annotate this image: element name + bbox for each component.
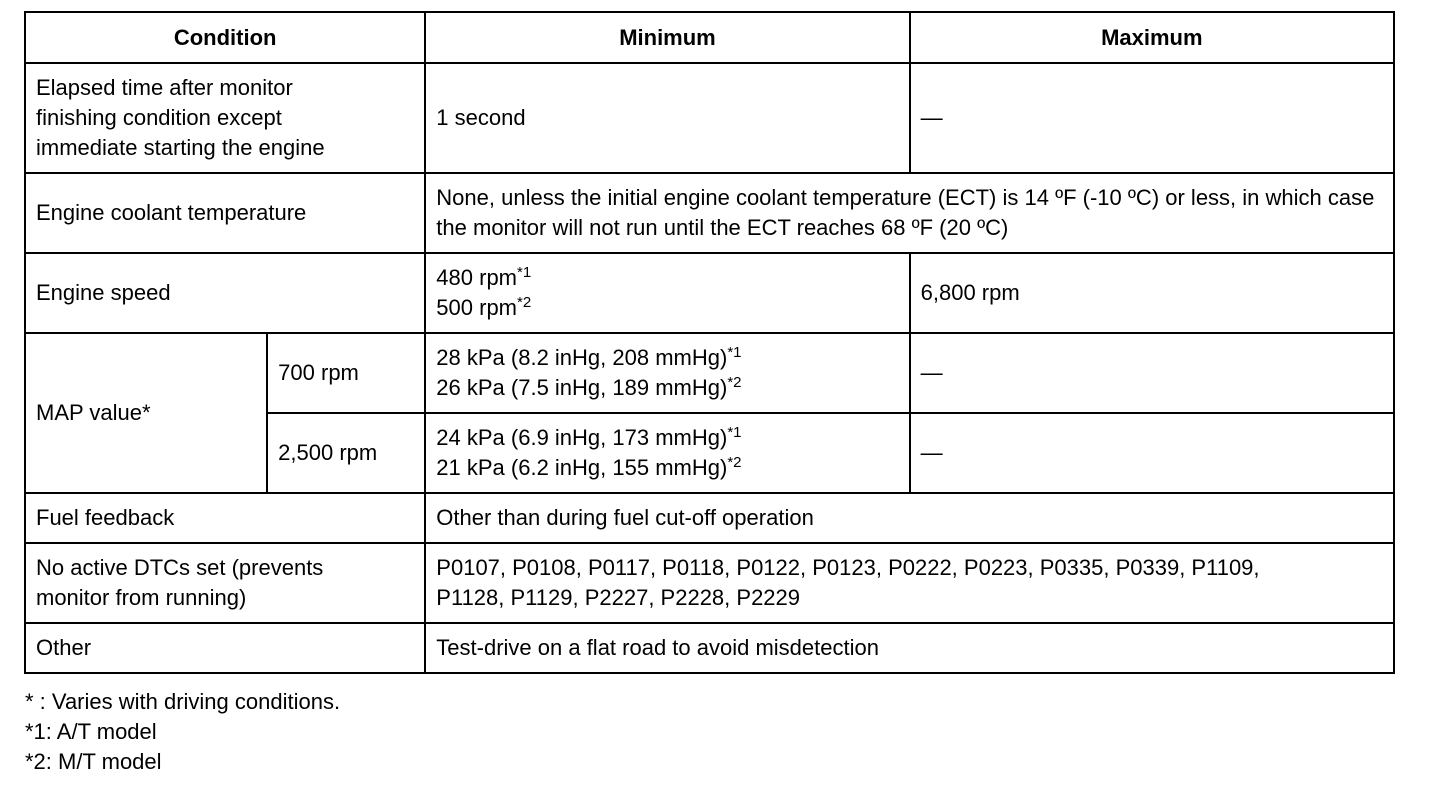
- header-maximum: Maximum: [910, 12, 1394, 63]
- footnote-at-model: *1: A/T model: [25, 719, 157, 744]
- minimum-cell: [425, 253, 909, 333]
- value-line: [436, 453, 898, 483]
- condition-cell: [25, 63, 425, 173]
- monitor-conditions-table: [24, 11, 1395, 674]
- value-line: P0107, P0108, P0117, P0118, P0122, P0123, P0222, P0223, P0335, P0339, P1109,: [436, 555, 1260, 580]
- value-line: [436, 343, 898, 373]
- value-text: 24 kPa (6.9 inHg, 173 mmHg): [436, 425, 728, 450]
- footnote-varies: * : Varies with driving conditions.: [25, 689, 341, 714]
- header-condition: Condition: [25, 12, 425, 63]
- value-text: None, unless the initial engine coolant temperature (ECT) is 14 ºF (-10 ºC) or less, in which case the monitor will not run until the ECT reaches 68 ºF (20 ºC): [436, 185, 1375, 240]
- footnote-ref: *2: [727, 374, 742, 391]
- value-cell: Other than during fuel cut-off operation: [425, 493, 1394, 543]
- minimum-cell: [425, 413, 909, 493]
- maximum-cell: —: [910, 63, 1394, 173]
- condition-cell: Engine coolant temperature: [25, 173, 425, 253]
- value-text: 21 kPa (6.2 inHg, 155 mmHg): [436, 455, 728, 480]
- minimum-cell: [425, 333, 909, 413]
- value-line: [436, 373, 898, 403]
- table-row-fuel-feedback: [25, 493, 1394, 543]
- value-line: [436, 293, 898, 323]
- minimum-cell: 1 second: [425, 63, 909, 173]
- condition-cell: Fuel feedback: [25, 493, 425, 543]
- value-text: 500 rpm: [436, 295, 518, 320]
- header-minimum: Minimum: [425, 12, 909, 63]
- value-text: 26 kPa (7.5 inHg, 189 mmHg): [436, 375, 728, 400]
- table-row-other: [25, 623, 1394, 673]
- footnote-ref: *1: [727, 424, 742, 441]
- sub-condition-cell: 2,500 rpm: [267, 413, 425, 493]
- value-line: P1128, P1129, P2227, P2228, P2229: [436, 585, 801, 610]
- condition-line: monitor from running): [36, 585, 247, 610]
- condition-cell: [25, 543, 425, 623]
- maximum-cell: —: [910, 333, 1394, 413]
- condition-cell: Engine speed: [25, 253, 425, 333]
- condition-line: finishing condition except: [36, 105, 282, 130]
- value-text: 480 rpm: [436, 265, 518, 290]
- condition-line: immediate starting the engine: [36, 135, 325, 160]
- table-row-engine-speed: [25, 253, 1394, 333]
- table-row-engine-coolant-temperature: [25, 173, 1394, 253]
- table-row-map-700: [25, 333, 1394, 413]
- condition-cell: Other: [25, 623, 425, 673]
- footnote-ref: *2: [727, 454, 742, 471]
- value-text: 28 kPa (8.2 inHg, 208 mmHg): [436, 345, 728, 370]
- footnote-mt-model: *2: M/T model: [25, 749, 162, 774]
- footnote-ref: *1: [727, 344, 742, 361]
- value-line: [436, 263, 898, 293]
- footnote-ref: *1: [517, 264, 532, 281]
- value-cell: [425, 173, 1394, 253]
- value-cell: [425, 543, 1394, 623]
- sub-condition-cell: 700 rpm: [267, 333, 425, 413]
- condition-cell: MAP value*: [25, 333, 267, 493]
- value-cell: Test-drive on a flat road to avoid misdetection: [425, 623, 1394, 673]
- footnotes: [25, 687, 340, 777]
- maximum-cell: 6,800 rpm: [910, 253, 1394, 333]
- condition-line: No active DTCs set (prevents: [36, 555, 324, 580]
- footnote-ref: *2: [517, 294, 532, 311]
- table-row-elapsed-time: [25, 63, 1394, 173]
- header-row: [25, 12, 1394, 63]
- condition-line: Elapsed time after monitor: [36, 75, 293, 100]
- value-line: [436, 423, 898, 453]
- table-row-no-active-dtcs: [25, 543, 1394, 623]
- maximum-cell: —: [910, 413, 1394, 493]
